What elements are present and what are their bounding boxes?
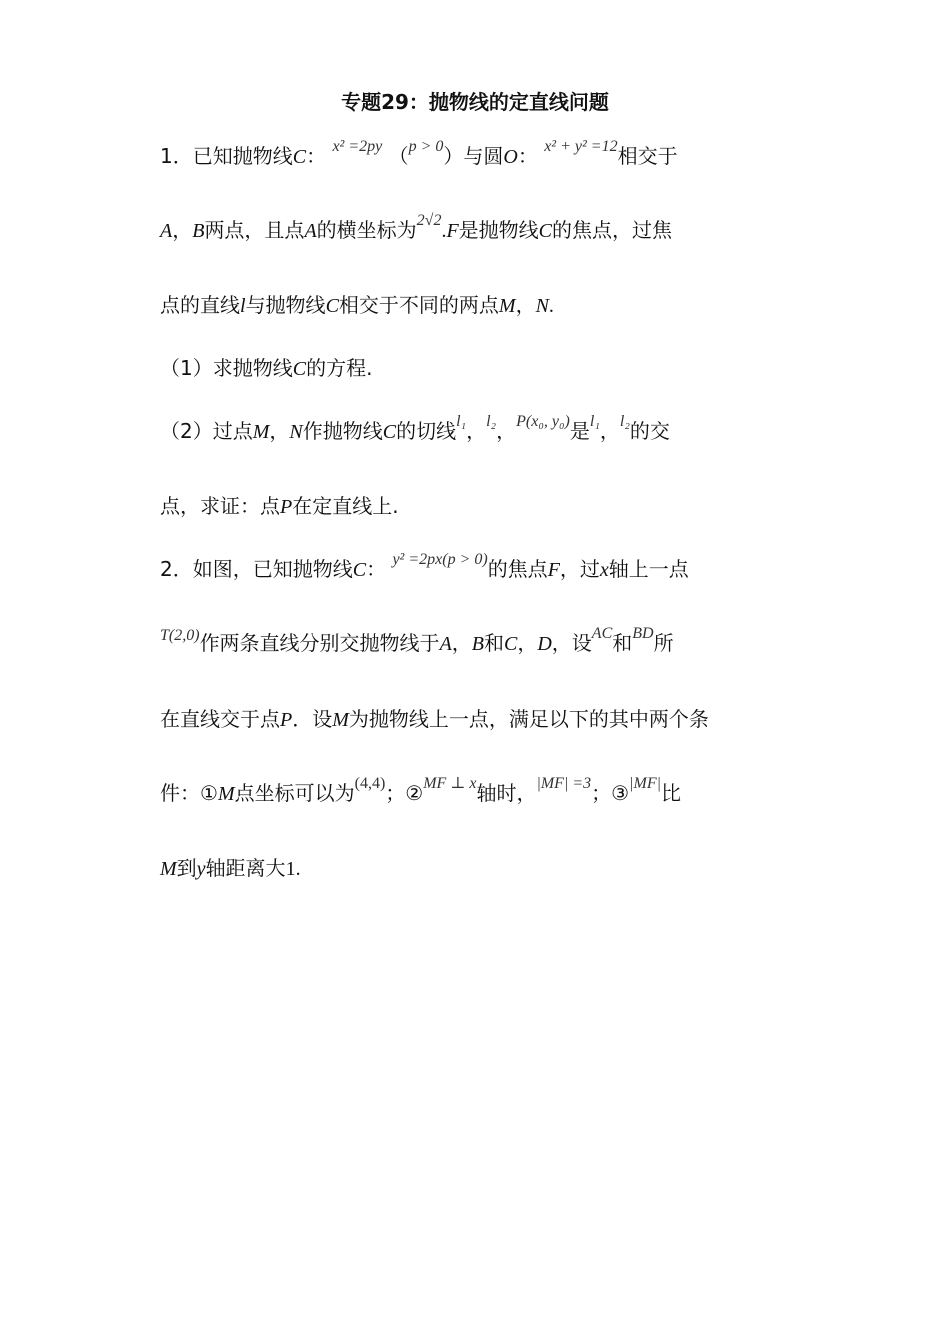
q1-tangent-l1-b: l₁ xyxy=(589,413,600,430)
q1-circle-equation: x² + y² =12 xyxy=(544,138,618,155)
q1-point-p: P(x₀, y₀) xyxy=(516,413,570,430)
q2-line-1: 2．如图，已知抛物线C： y² =2px(p > 0)的焦点F，过x轴上一点 xyxy=(160,551,689,581)
q1-part-1: （1）求抛物线C的方程. xyxy=(160,356,373,380)
q1-parabola-equation: x² =2py xyxy=(332,138,383,155)
q1-line-3: 点的直线l与抛物线C相交于不同的两点M，N. xyxy=(160,293,554,317)
q2-line-ac: AC xyxy=(591,625,613,642)
q2-point-44: (4,4) xyxy=(354,775,386,792)
q1-tangent-l2: l₂ xyxy=(486,413,497,430)
q2-line-5: M到y轴距离大1. xyxy=(160,856,301,880)
q1-part-2-line-1: （2）过点M，N作抛物线C的切线l₁，l₂，P(x₀, y₀)是l₁，l₂的交 xyxy=(160,413,670,443)
q1-tangent-l1: l₁ xyxy=(456,413,467,430)
q2-parabola-equation: y² =2px(p > 0) xyxy=(392,551,488,568)
q2-mf-abs: |MF| xyxy=(629,775,661,792)
q2-line-bd: BD xyxy=(632,625,654,642)
q1-line-1: 1．已知抛物线C： x² =2py （p > 0）与圆O： x² + y² =12相交于 xyxy=(160,138,678,168)
q2-point-t: T(2,0) xyxy=(160,627,200,644)
q1-abscissa-value: 2√2 xyxy=(416,212,442,229)
q2-line-2: T(2,0)作两条直线分别交抛物线于A，B和C，D，设AC和BD所 xyxy=(160,625,674,655)
q1-condition: p > 0 xyxy=(408,138,444,155)
q1-part-2-line-2: 点，求证：点P在定直线上. xyxy=(160,494,399,518)
page-title: 专题29：抛物线的定直线问题 xyxy=(341,90,609,114)
q2-line-4: 件：①M点坐标可以为(4,4)；②MF ⊥ x轴时，|MF| =3；③|MF|比 xyxy=(160,775,681,805)
q1-line-2: A，B两点，且点A的横坐标为2√2.F是抛物线C的焦点，过焦 xyxy=(160,212,672,242)
q2-line-3: 在直线交于点P．设M为抛物线上一点，满足以下的其中两个条 xyxy=(160,707,709,731)
q1-tangent-l2-b: l₂ xyxy=(619,413,630,430)
q2-perpendicular-condition: MF ⊥ x xyxy=(423,775,477,792)
q2-mf-equals-3: |MF| =3 xyxy=(536,775,592,792)
